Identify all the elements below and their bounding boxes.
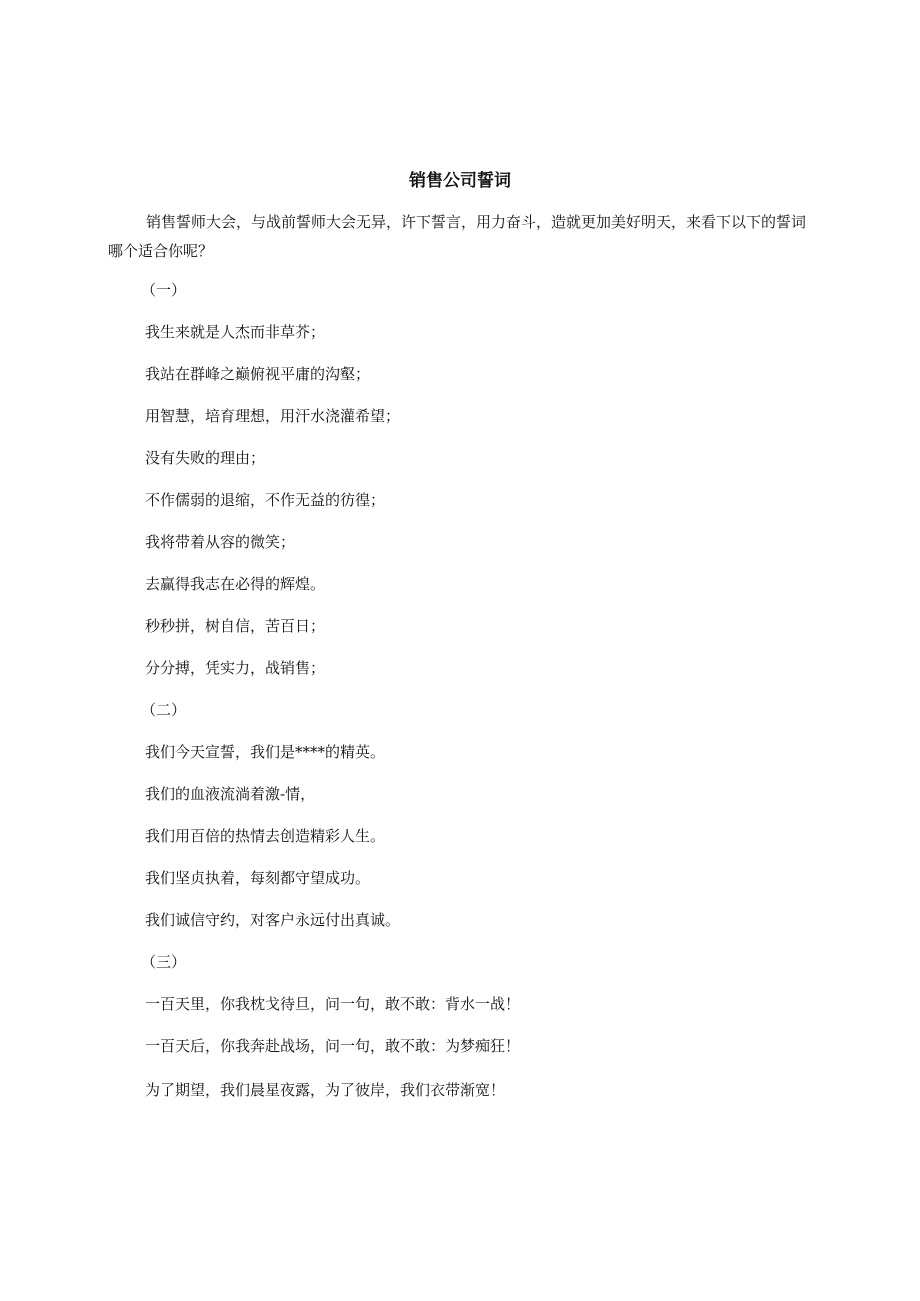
oath-line: 一百天里，你我枕戈待旦，问一句，敢不敢：背水一战！ xyxy=(145,995,521,1013)
oath-line: 用智慧，培育理想，用汗水浇灌希望； xyxy=(145,407,401,425)
oath-line: 不作儒弱的退缩，不作无益的彷徨； xyxy=(145,491,386,509)
oath-line: 我将带着从容的微笑； xyxy=(145,533,296,551)
oath-line: 分分搏，凭实力，战销售； xyxy=(145,659,326,677)
oath-line: 秒秒拼，树自信，苦百日； xyxy=(145,617,326,635)
oath-line: 我生来就是人杰而非草芥； xyxy=(145,323,326,341)
section-heading-1: （一） xyxy=(141,281,187,299)
oath-line: 一百天后，你我奔赴战场，问一句，敢不敢：为梦痴狂！ xyxy=(145,1037,521,1055)
document-title: 销售公司誓词 xyxy=(409,171,511,191)
section-heading-3: （三） xyxy=(141,953,187,971)
oath-line: 为了期望，我们晨星夜露，为了彼岸，我们衣带渐宽！ xyxy=(145,1081,506,1099)
oath-line: 我站在群峰之巅俯视平庸的沟壑； xyxy=(145,365,371,383)
oath-line: 去赢得我志在必得的辉煌。 xyxy=(145,575,326,593)
oath-line: 我们用百倍的热情去创造精彩人生。 xyxy=(145,827,386,845)
oath-line: 我们的血液流淌着激-情， xyxy=(145,785,316,803)
oath-line: 我们诚信守约，对客户永远付出真诚。 xyxy=(145,911,401,929)
intro-paragraph: 销售誓师大会，与战前誓师大会无异，许下誓言，用力奋斗，造就更加美好明天，来看下以下的誓词哪个适合你呢？ xyxy=(108,213,807,260)
oath-line: 没有失败的理由； xyxy=(145,449,266,467)
oath-line: 我们坚贞执着，每刻都守望成功。 xyxy=(145,869,371,887)
oath-line: 我们今天宣誓，我们是****的精英。 xyxy=(145,743,386,761)
section-heading-2: （二） xyxy=(141,701,187,719)
